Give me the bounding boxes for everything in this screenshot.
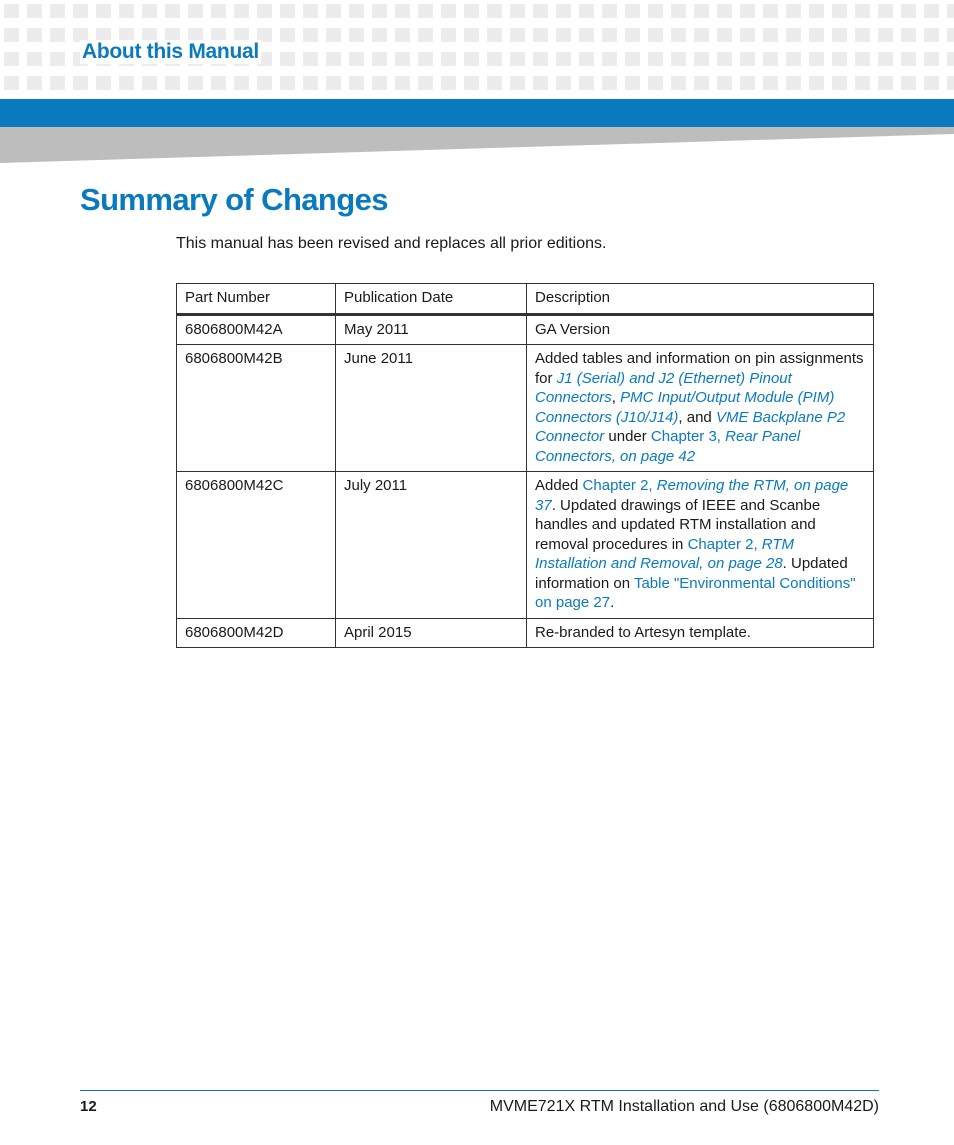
cell-part-number: 6806800M42B bbox=[177, 345, 336, 472]
desc-text: under bbox=[604, 428, 651, 445]
header-pattern-tile bbox=[556, 4, 571, 18]
cell-date: May 2011 bbox=[336, 314, 527, 345]
header-pattern-tile bbox=[901, 4, 916, 18]
header-pattern-tile bbox=[372, 4, 387, 18]
header-pattern-tile bbox=[280, 4, 295, 18]
header-blue-band bbox=[0, 99, 954, 127]
header-pattern-tile bbox=[395, 28, 410, 42]
header-pattern-tile bbox=[694, 76, 709, 90]
header-pattern-tile bbox=[464, 4, 479, 18]
header-pattern-tile bbox=[694, 4, 709, 18]
header-pattern-tile bbox=[418, 76, 433, 90]
table-row bbox=[177, 314, 874, 345]
header-pattern-tile bbox=[648, 52, 663, 66]
cell-date: April 2015 bbox=[336, 618, 527, 648]
header-pattern-tile bbox=[786, 28, 801, 42]
header-pattern-tile bbox=[832, 52, 847, 66]
header-pattern-tile bbox=[119, 76, 134, 90]
header-pattern-tile bbox=[671, 4, 686, 18]
header-pattern-tile bbox=[648, 28, 663, 42]
header-pattern-tile bbox=[602, 52, 617, 66]
header-pattern-tile bbox=[326, 28, 341, 42]
changes-table bbox=[176, 283, 874, 648]
header-pattern-tile bbox=[579, 4, 594, 18]
header-pattern-tile bbox=[533, 4, 548, 18]
desc-text: Added tables and information on pin assignments for bbox=[535, 350, 864, 387]
header-pattern-tile bbox=[372, 76, 387, 90]
desc-text: , and bbox=[678, 408, 716, 426]
header-pattern-tile bbox=[832, 28, 847, 42]
header-pattern-tile bbox=[487, 4, 502, 18]
header-pattern-tile bbox=[556, 52, 571, 66]
header-pattern-tile bbox=[855, 76, 870, 90]
header-pattern-tile bbox=[4, 52, 19, 66]
desc-text: Added bbox=[535, 477, 583, 494]
header-pattern-tile bbox=[740, 52, 755, 66]
header-pattern-tile bbox=[832, 4, 847, 18]
header-pattern-tile bbox=[786, 76, 801, 90]
footer-divider bbox=[80, 1090, 879, 1091]
header-pattern-tile bbox=[924, 4, 939, 18]
header-pattern-tile bbox=[372, 52, 387, 66]
cell-part-number: 6806800M42C bbox=[177, 472, 336, 619]
table-header-row bbox=[177, 284, 874, 315]
link-j1-j2-pinout[interactable]: J1 (Serial) and J2 (Ethernet) Pinout Connectors bbox=[535, 369, 792, 406]
header-pattern-tile bbox=[878, 52, 893, 66]
header-pattern-tile bbox=[464, 76, 479, 90]
header-pattern-tile bbox=[73, 76, 88, 90]
header-pattern-tile bbox=[4, 76, 19, 90]
header-pattern-tile bbox=[4, 28, 19, 42]
header-pattern-tile bbox=[487, 76, 502, 90]
header-pattern-tile bbox=[165, 76, 180, 90]
header-pattern-tile bbox=[418, 28, 433, 42]
cell-part-number: 6806800M42D bbox=[177, 618, 336, 648]
cell-description bbox=[527, 345, 874, 472]
header-pattern-tile bbox=[441, 4, 456, 18]
header-pattern-tile bbox=[165, 4, 180, 18]
header-pattern-tile bbox=[96, 76, 111, 90]
header-pattern-tile bbox=[303, 4, 318, 18]
cell-description: Re-branded to Artesyn template. bbox=[527, 618, 874, 648]
header-pattern-tile bbox=[809, 52, 824, 66]
header-pattern-tile bbox=[717, 4, 732, 18]
header-pattern-tile bbox=[901, 52, 916, 66]
cell-date: July 2011 bbox=[336, 472, 527, 619]
header-pattern-tile bbox=[27, 52, 42, 66]
header-pattern-tile bbox=[349, 52, 364, 66]
header-pattern-tile bbox=[625, 52, 640, 66]
header-pattern-tile bbox=[671, 76, 686, 90]
header-pattern-tile bbox=[395, 4, 410, 18]
header-pattern-tile bbox=[510, 28, 525, 42]
header-pattern-tile bbox=[50, 52, 65, 66]
header-pattern-tile bbox=[234, 4, 249, 18]
header-pattern-tile bbox=[809, 76, 824, 90]
header-pattern-tile bbox=[510, 4, 525, 18]
page-number: 12 bbox=[80, 1098, 97, 1115]
header-pattern-tile bbox=[786, 52, 801, 66]
header-pattern-tile bbox=[464, 28, 479, 42]
header-pattern-tile bbox=[27, 76, 42, 90]
header-pattern-tile bbox=[648, 76, 663, 90]
header-pattern-tile bbox=[786, 4, 801, 18]
header-pattern-tile bbox=[349, 76, 364, 90]
header-pattern-tile bbox=[602, 28, 617, 42]
footer-doc-title: MVME721X RTM Installation and Use (6806800M42D) bbox=[489, 1098, 879, 1115]
header-pattern-tile bbox=[648, 4, 663, 18]
header-pattern-tile bbox=[533, 52, 548, 66]
link-chapter-2-rtm-installation[interactable]: Chapter 2, RTM Installation and Removal, on page 28 bbox=[535, 535, 795, 572]
header-pattern-tile bbox=[625, 28, 640, 42]
page-title: Summary of Changes bbox=[80, 182, 388, 217]
header-pattern-tile bbox=[280, 76, 295, 90]
header-pattern-tile bbox=[441, 28, 456, 42]
header-pattern-tile bbox=[740, 28, 755, 42]
header-pattern-tile bbox=[303, 52, 318, 66]
header-pattern-tile bbox=[763, 28, 778, 42]
cell-date: June 2011 bbox=[336, 345, 527, 472]
header-pattern-tile bbox=[625, 4, 640, 18]
header-publication-date: Publication Date bbox=[336, 284, 527, 315]
header-grey-wedge bbox=[0, 127, 954, 163]
header-pattern-tile bbox=[142, 4, 157, 18]
header-pattern-tile bbox=[280, 52, 295, 66]
desc-text: . Updated drawings of IEEE and Scanbe handles and updated RTM installation and removal procedures in bbox=[535, 496, 821, 553]
header-pattern-tile bbox=[418, 4, 433, 18]
header-pattern-tile bbox=[211, 76, 226, 90]
header-description: Description bbox=[527, 284, 874, 315]
section-title: About this Manual bbox=[82, 40, 259, 63]
header-pattern-tile bbox=[50, 28, 65, 42]
header-pattern-tile bbox=[602, 4, 617, 18]
header-pattern-tile bbox=[924, 76, 939, 90]
header-pattern-tile bbox=[96, 4, 111, 18]
header-pattern-tile bbox=[257, 4, 272, 18]
header-pattern-tile bbox=[441, 52, 456, 66]
header-pattern-tile bbox=[671, 28, 686, 42]
link-pmc-pim-connectors[interactable]: PMC Input/Output Module (PIM) Connectors (J10/J14) bbox=[535, 389, 835, 426]
link-chapter-3-rear-panel[interactable]: Chapter 3, Rear Panel Connectors, on page 42 bbox=[535, 428, 801, 465]
header-pattern-tile bbox=[694, 52, 709, 66]
header-pattern-tile bbox=[326, 4, 341, 18]
header-pattern-tile bbox=[878, 28, 893, 42]
header-pattern-tile bbox=[947, 28, 954, 42]
header-pattern-tile bbox=[855, 28, 870, 42]
header-pattern-tile bbox=[27, 4, 42, 18]
header-pattern-tile bbox=[625, 76, 640, 90]
header-pattern-tile bbox=[257, 76, 272, 90]
header-pattern-tile bbox=[142, 76, 157, 90]
header-pattern-tile bbox=[50, 4, 65, 18]
table-row bbox=[177, 618, 874, 648]
header-pattern-tile bbox=[349, 28, 364, 42]
header-pattern-tile bbox=[579, 76, 594, 90]
header-pattern-tile bbox=[510, 52, 525, 66]
header-pattern-tile bbox=[50, 76, 65, 90]
intro-text: This manual has been revised and replaces all prior editions. bbox=[176, 235, 607, 252]
cell-description bbox=[527, 472, 874, 619]
link-chapter-2-removing-rtm[interactable]: Chapter 2, Removing the RTM, on page 37 bbox=[535, 477, 849, 514]
header-pattern-tile bbox=[901, 28, 916, 42]
header-pattern-tile bbox=[464, 52, 479, 66]
header-pattern-tile bbox=[809, 4, 824, 18]
header-pattern-tile bbox=[947, 4, 954, 18]
header-pattern-tile bbox=[510, 76, 525, 90]
header-pattern-tile bbox=[855, 52, 870, 66]
header-pattern-tile bbox=[4, 4, 19, 18]
header-pattern-tile bbox=[809, 28, 824, 42]
cell-description: GA Version bbox=[527, 314, 874, 345]
header-pattern-tile bbox=[326, 76, 341, 90]
header-pattern-tile bbox=[280, 28, 295, 42]
header-pattern-tile bbox=[556, 28, 571, 42]
header-pattern-tile bbox=[602, 76, 617, 90]
header-pattern-tile bbox=[372, 28, 387, 42]
desc-text: . Updated information on bbox=[535, 555, 848, 592]
header-pattern-tile bbox=[832, 76, 847, 90]
header-pattern-tile bbox=[441, 76, 456, 90]
header-pattern-tile bbox=[188, 4, 203, 18]
header-pattern-tile bbox=[487, 28, 502, 42]
header-pattern-tile bbox=[27, 28, 42, 42]
header-pattern-tile bbox=[855, 4, 870, 18]
header-pattern-tile bbox=[73, 4, 88, 18]
header-pattern-tile bbox=[740, 76, 755, 90]
cell-part-number: 6806800M42A bbox=[177, 314, 336, 345]
header-pattern-tile bbox=[188, 76, 203, 90]
header-pattern-tile bbox=[947, 76, 954, 90]
desc-text: . bbox=[610, 594, 615, 611]
header-pattern-tile bbox=[901, 76, 916, 90]
header-pattern-tile bbox=[579, 28, 594, 42]
header-pattern-tile bbox=[924, 28, 939, 42]
header-pattern-tile bbox=[395, 76, 410, 90]
header-pattern-tile bbox=[487, 52, 502, 66]
header-pattern-tile bbox=[717, 28, 732, 42]
header-pattern-tile bbox=[694, 28, 709, 42]
header-pattern-tile bbox=[878, 76, 893, 90]
link-vme-backplane-p2[interactable]: VME Backplane P2 Connector bbox=[535, 408, 846, 445]
header-pattern-tile bbox=[878, 4, 893, 18]
header-pattern-tile bbox=[533, 28, 548, 42]
header-pattern-tile bbox=[533, 76, 548, 90]
header-pattern-tile bbox=[556, 76, 571, 90]
header-pattern-tile bbox=[947, 52, 954, 66]
header-pattern-tile bbox=[234, 76, 249, 90]
header-pattern-tile bbox=[763, 52, 778, 66]
header-part-number: Part Number bbox=[177, 284, 336, 315]
header-pattern-tile bbox=[763, 76, 778, 90]
link-environmental-conditions[interactable]: Table "Environmental Conditions" on page 27 bbox=[535, 574, 856, 611]
header-pattern-tile bbox=[579, 52, 594, 66]
header-pattern-tile bbox=[763, 4, 778, 18]
header-pattern-tile bbox=[211, 4, 226, 18]
header-pattern-tile bbox=[326, 52, 341, 66]
header-pattern-tile bbox=[924, 52, 939, 66]
header-pattern-tile bbox=[717, 52, 732, 66]
header-pattern-tile bbox=[740, 4, 755, 18]
desc-text: , bbox=[611, 389, 621, 406]
table-row bbox=[177, 345, 874, 472]
table-row bbox=[177, 472, 874, 619]
header-pattern-tile bbox=[671, 52, 686, 66]
header-pattern-tile bbox=[395, 52, 410, 66]
header-pattern-tile bbox=[418, 52, 433, 66]
header-pattern-tile bbox=[119, 4, 134, 18]
header-pattern-tile bbox=[717, 76, 732, 90]
header-pattern-tile bbox=[349, 4, 364, 18]
header-pattern-tile bbox=[303, 28, 318, 42]
header-pattern-tile bbox=[303, 76, 318, 90]
